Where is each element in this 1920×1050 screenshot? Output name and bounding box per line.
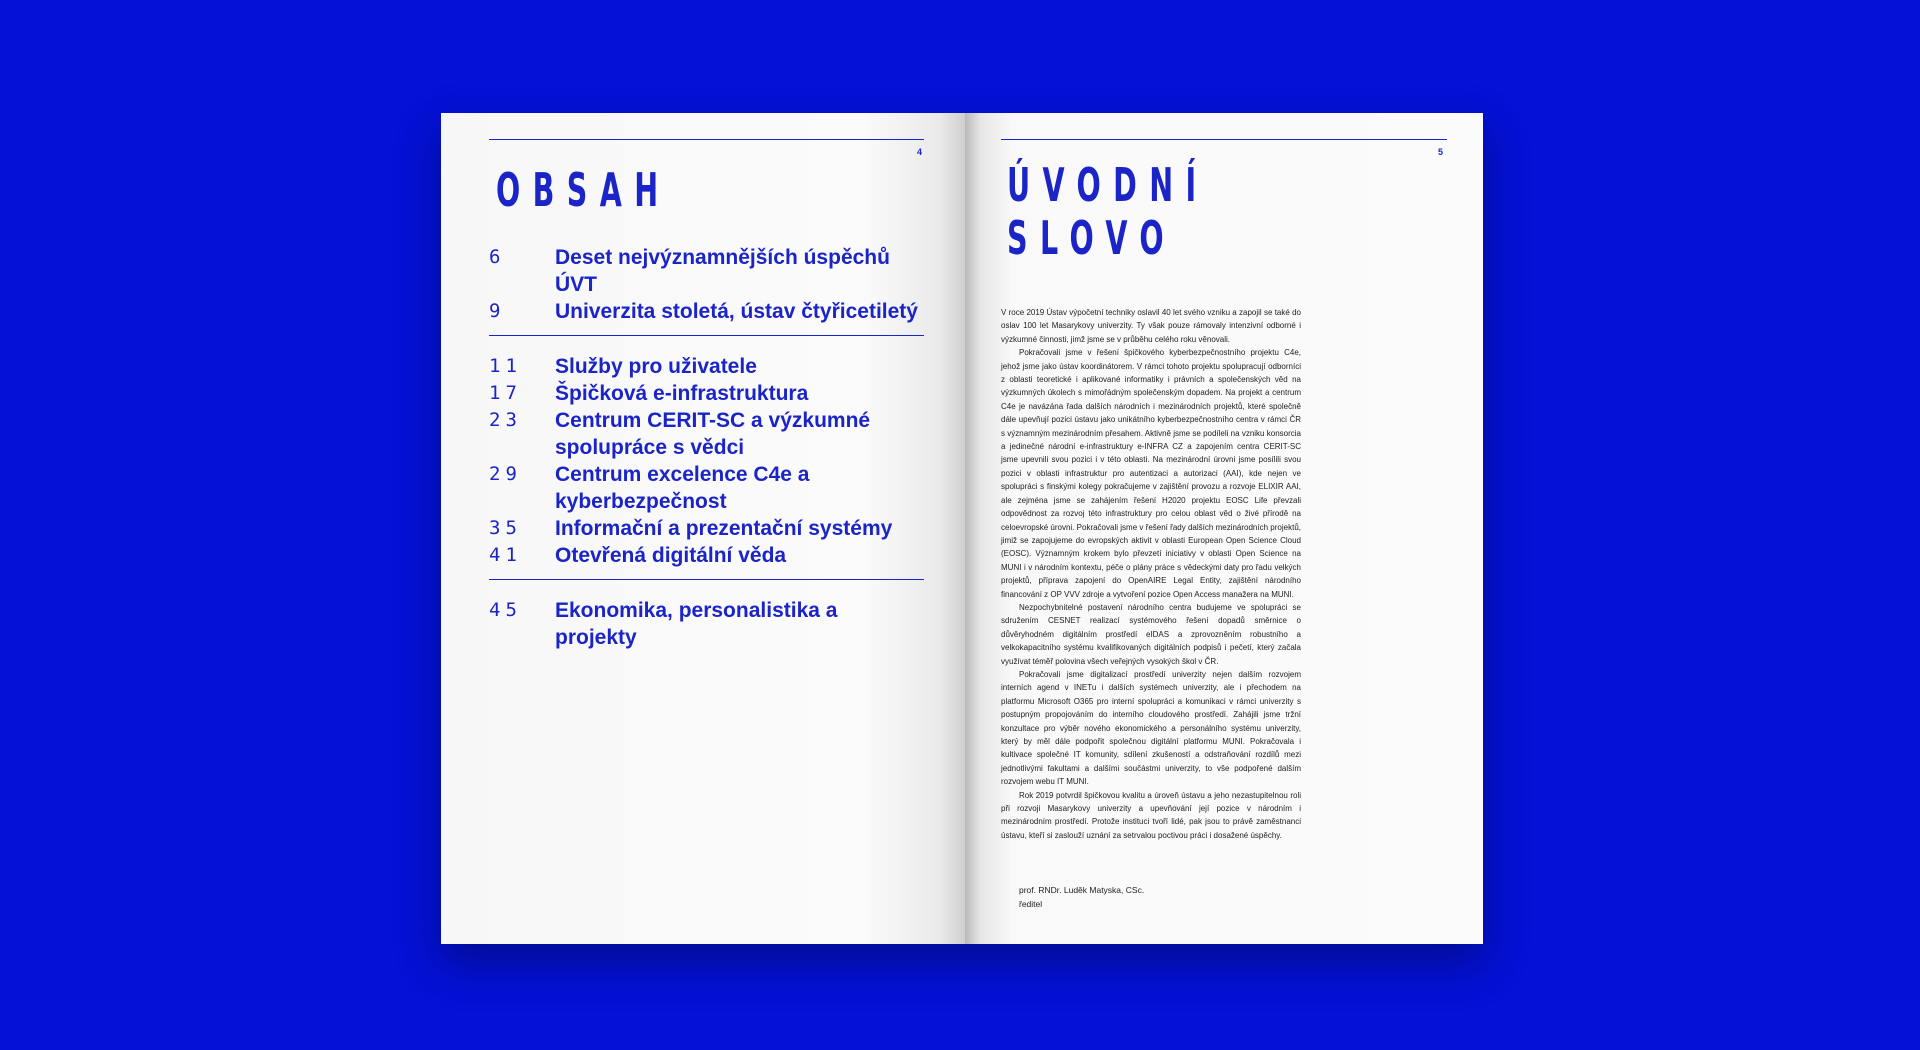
toc-item[interactable] [489,380,924,407]
toc-page-number: 29 [489,463,522,485]
signature-name: prof. RNDr. Luděk Matyska, CSc. [1019,885,1145,895]
signature-role: ředitel [1019,899,1043,909]
toc-title: Informační a prezentační systémy [555,517,893,540]
paragraph: Nezpochybnitelné postavení národního centra budujeme ve spolupráci se sdružením CESNET realizací systémového řešení dopadů směrnice o důvěryhodném digitálním prostředí eIDAS a zprovozněním robustního a velkokapacitního systému kvalifikovaných digitálních podpisů i pečetí, který začala využívat téměř polovina všech veřejných vysokých škol v ČR. [1001,602,1301,666]
toc-item[interactable] [489,298,924,325]
booklet-spread [441,113,1483,944]
toc-page-number: 17 [489,382,522,404]
page-title [1007,159,1209,265]
toc-page-number: 35 [489,517,522,539]
toc-separator [489,579,924,580]
toc-title: Ekonomika, personalistika a projekty [555,599,838,649]
toc-title: Služby pro uživatele [555,355,757,378]
toc-group [489,353,924,569]
toc-item[interactable] [489,353,924,380]
right-page [965,113,1483,944]
toc-group [489,597,924,651]
toc-page-number: 45 [489,599,522,621]
toc-page-number: 11 [489,355,522,377]
signature [1019,883,1144,911]
toc-title: Deset nejvýznamnějších úspěchů ÚVT [555,246,890,296]
toc-title: Centrum CERIT-SC a výzkumné spolupráce s vědci [555,409,871,459]
toc-item[interactable] [489,461,924,515]
left-page [441,113,965,944]
toc-group [489,244,924,325]
paragraph: Pokračovali jsme v řešení špičkového kyberbezpečnostního projektu C4e, jehož jsme jako ústav koordinátorem. V rámci tohoto projektu spolupracují odborníci z oblasti teoretické i aplikované informatiky i právních a společenských věd na výzkumných úkolech s mimořádným společenským dopadem. Na projekt a centrum C4e je navázána řada dalších národních i mezinárodních projektů, které společně dále upevňují pozici ústavu jako unikátního kyberbezpečnostního centra v rámci ČR s významným mezinárodním přesahem. Aktivně jsme se podíleli na vzniku konsorcia a jedinečné národní e-infrastruktury e-INFRA CZ a zapojením centra CERIT-SC jsme upevnili svou pozici i v této oblasti. Na mezinárodní úrovni jsme posílili svou pozici v oblasti infrastruktur pro autentizaci a autorizaci (AAI), kde nejen ve spolupráci s finskými kolegy pokračujeme v zajištění provozu a rozvoje ELIXIR AAI, ale zejména jsme se zahájením řešení H2020 projektu EOSC Life převzali odpovědnost za rozvoj této infrastruktury pro celou oblast věd o živé přírodě na celoevropské úrovni. Pokračovali jsme v řešení řady dalších mezinárodních projektů, jimiž se zapojujeme do evropských aktivit v oblasti European Open Science Cloud (EOSC). Významným krokem bylo převzetí iniciativy v oblasti Open Science na MUNI i v národním kontextu, péče o plány práce s vědeckými daty pro řadu velkých projektů, příprava zapojení do OpenAIRE Legal Entity, zajištění národního financování z OP VVV zdroje a vytvoření pozice Open Access manažera na MUNI. [1001,348,1301,599]
toc-page-number: 9 [489,300,506,322]
paragraph: Rok 2019 potvrdil špičkovou kvalitu a úroveň ústavu a jeho nezastupitelnou roli při rozvoji Masarykovy univerzity a upevňování její pozice v národním i mezinárodním prostředí. Protože instituci tvoří lidé, pak jsou to právě zaměstnanci ústavu, kteří si zaslouží uznání za setrvalou poctivou práci i dosažené úspěchy. [1001,790,1301,840]
title-line-1: ÚVODNÍ [1007,158,1209,212]
paragraph: V roce 2019 Ústav výpočetní techniky oslavil 40 let svého vzniku a zapojil se také do oslav 100 let Masarykovy univerzity. Ty však pouze rámovaly intenzivní odborné i výzkumné činnosti, jimž jsme se v průběhu celého roku věnovali. [1001,308,1301,344]
intro-text [1001,306,1301,842]
title-line-2: SLOVO [1007,210,1176,265]
toc-title: Otevřená digitální věda [555,544,787,567]
top-rule [1001,139,1447,140]
toc-page-number: 23 [489,409,522,431]
page-number: 4 [917,147,923,157]
toc-page-number: 6 [489,246,506,268]
toc-item[interactable] [489,597,924,651]
toc-separator [489,335,924,336]
toc-title: Špičková e-infrastruktura [555,382,809,405]
toc-title: Centrum excelence C4e a kyberbezpečnost [555,463,810,513]
toc-item[interactable] [489,515,924,542]
paragraph: Pokračovali jsme digitalizací prostředí univerzity nejen dalším rozvojem interních agend v INETu i dalších systémech univerzity, ale i přechodem na platformu Microsoft O365 pro interní spolupráci a komunikaci v rámci univerzity s postupným propojováním do interního cloudového prostředí. Zahájili jsme tržní konzultace pro výběr nového ekonomického a personálního systému univerzity, který by měl dále podpořit společnou digitální platformu MUNI. Pokračovala i kultivace společné IT komunity, sdílení zkušeností a odstraňování rozdílů mezi jednotlivými fakultami a dalšími součástmi univerzity, to vše podpořené dalším rozvojem webu IT MUNI. [1001,669,1301,787]
top-rule [489,139,924,140]
toc-page-number: 41 [489,544,522,566]
page-number: 5 [1438,147,1444,157]
toc-title: Univerzita stoletá, ústav čtyřicetiletý [555,300,918,323]
toc-item[interactable] [489,542,924,569]
toc-item[interactable] [489,244,924,298]
toc-item[interactable] [489,407,924,461]
page-title: OBSAH [496,163,671,217]
table-of-contents [489,244,924,651]
